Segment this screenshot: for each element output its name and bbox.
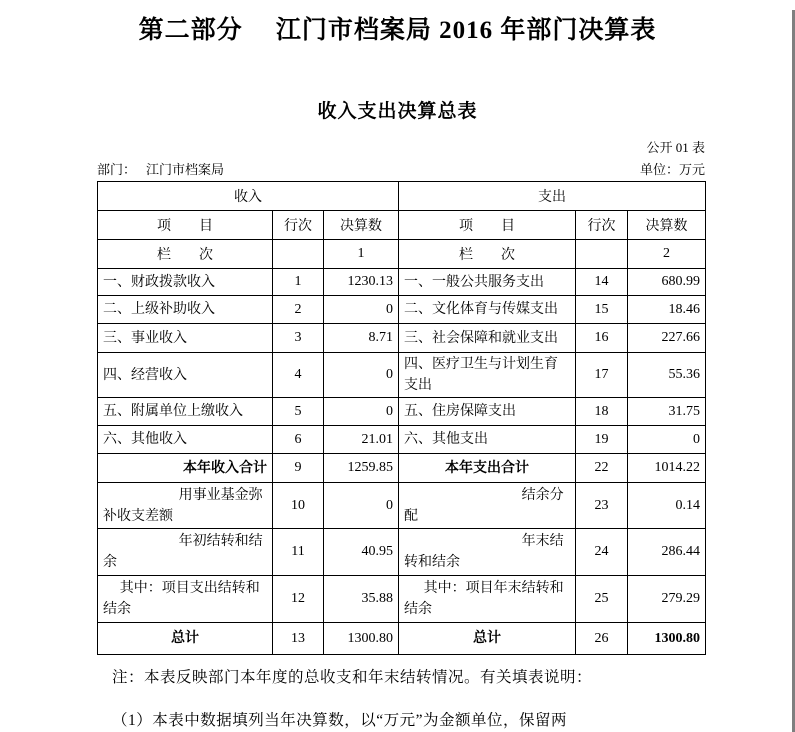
document-page	[0, 10, 795, 730]
expense-col-amount-header: 决算数	[628, 211, 706, 240]
income-item-label: 用事业基金弥补收支差额	[98, 483, 273, 529]
expense-item-label: 其中：项目年末结转和结余	[399, 576, 576, 623]
expense-amount: 1014.22	[628, 454, 706, 483]
income-line-no: 3	[273, 324, 324, 353]
income-amount: 1300.80	[324, 623, 399, 655]
income-item-label: 四、经营收入	[98, 353, 273, 398]
table-row	[98, 576, 706, 623]
expense-line-no: 14	[576, 269, 628, 296]
expense-amount: 680.99	[628, 269, 706, 296]
income-amount: 0	[324, 296, 399, 324]
income-col-index: 1	[324, 240, 399, 269]
income-line-no: 9	[273, 454, 324, 483]
expense-line-no: 22	[576, 454, 628, 483]
note-line-2: （1）本表中数据填列当年决算数，以“万元”为金额单位，保留两	[112, 712, 568, 729]
income-col-amount-header: 决算数	[324, 211, 399, 240]
income-section-header: 收入	[98, 182, 399, 211]
income-col-line-header: 行次	[273, 211, 324, 240]
income-amount: 1259.85	[324, 454, 399, 483]
income-line-no: 11	[273, 529, 324, 576]
expense-item-label: 总计	[399, 623, 576, 655]
income-item-label: 三、事业收入	[98, 324, 273, 353]
expense-line-no: 24	[576, 529, 628, 576]
empty-cell	[576, 240, 628, 269]
income-amount: 1230.13	[324, 269, 399, 296]
expense-item-label: 本年支出合计	[399, 454, 576, 483]
expense-item-label: 年末结转和结余	[399, 529, 576, 576]
expense-line-no: 16	[576, 324, 628, 353]
expense-amount: 286.44	[628, 529, 706, 576]
expense-line-no: 15	[576, 296, 628, 324]
table-row	[98, 398, 706, 426]
expense-item-label: 五、住房保障支出	[399, 398, 576, 426]
expense-item-label: 三、社会保障和就业支出	[399, 324, 576, 353]
table-row	[98, 353, 706, 398]
table-row	[98, 324, 706, 353]
income-line-no: 6	[273, 426, 324, 454]
expense-col-index: 2	[628, 240, 706, 269]
expense-line-no: 19	[576, 426, 628, 454]
expense-item-label: 一、一般公共服务支出	[399, 269, 576, 296]
department-field	[97, 159, 224, 178]
column-header-row	[98, 211, 706, 240]
expense-item-label: 结余分配	[399, 483, 576, 529]
income-line-no: 4	[273, 353, 324, 398]
income-line-no: 12	[273, 576, 324, 623]
income-line-no: 2	[273, 296, 324, 324]
table-row	[98, 483, 706, 529]
table-row	[98, 623, 706, 655]
expense-line-no: 26	[576, 623, 628, 655]
table-row	[98, 296, 706, 324]
expense-col-item-header: 项 目	[399, 211, 576, 240]
note-line-1: 注：本表反映部门本年度的总收支和年末结转情况。有关填表说明：	[112, 669, 593, 686]
income-line-no: 5	[273, 398, 324, 426]
expense-amount: 279.29	[628, 576, 706, 623]
expense-col-line-header: 行次	[576, 211, 628, 240]
income-amount: 35.88	[324, 576, 399, 623]
expense-line-no: 18	[576, 398, 628, 426]
table-row	[98, 529, 706, 576]
expense-amount: 18.46	[628, 296, 706, 324]
income-line-no: 10	[273, 483, 324, 529]
meta-row	[97, 159, 705, 178]
income-item-label: 二、上级补助收入	[98, 296, 273, 324]
table-block	[97, 137, 705, 730]
expense-item-label: 二、文化体育与传媒支出	[399, 296, 576, 324]
expense-line-no: 23	[576, 483, 628, 529]
department-label: 部门：	[97, 162, 137, 177]
table-row	[98, 454, 706, 483]
table-title: 收入支出决算总表	[317, 101, 478, 122]
expense-item-label: 四、医疗卫生与计划生育支出	[399, 353, 576, 398]
table-row	[98, 269, 706, 296]
expense-amount: 227.66	[628, 324, 706, 353]
income-line-no: 1	[273, 269, 324, 296]
income-item-label: 本年收入合计	[98, 454, 273, 483]
income-item-label: 一、财政拨款收入	[98, 269, 273, 296]
income-amount: 0	[324, 483, 399, 529]
expense-line-no: 25	[576, 576, 628, 623]
expense-amount: 31.75	[628, 398, 706, 426]
income-amount: 21.01	[324, 426, 399, 454]
income-item-label: 年初结转和结余	[98, 529, 273, 576]
expense-section-header: 支出	[399, 182, 706, 211]
empty-cell	[273, 240, 324, 269]
unit-label: 单位：万元	[639, 162, 705, 177]
expense-amount: 1300.80	[628, 623, 706, 655]
expense-line-no: 17	[576, 353, 628, 398]
income-col-item-header: 项 目	[98, 211, 273, 240]
expense-amount: 55.36	[628, 353, 706, 398]
expense-lanci-label: 栏 次	[399, 240, 576, 269]
table-row	[98, 426, 706, 454]
income-lanci-label: 栏 次	[98, 240, 273, 269]
page-title: 第二部分 江门市档案局 2016 年部门决算表	[138, 17, 657, 44]
expense-amount: 0	[628, 426, 706, 454]
income-amount: 40.95	[324, 529, 399, 576]
income-item-label: 六、其他收入	[98, 426, 273, 454]
income-amount: 8.71	[324, 324, 399, 353]
expense-amount: 0.14	[628, 483, 706, 529]
income-item-label: 总计	[98, 623, 273, 655]
income-item-label: 其中：项目支出结转和结余	[98, 576, 273, 623]
column-index-row	[98, 240, 706, 269]
income-expense-table	[97, 181, 706, 655]
table-code: 公开 01 表	[646, 140, 705, 155]
income-amount: 0	[324, 353, 399, 398]
income-amount: 0	[324, 398, 399, 426]
income-line-no: 13	[273, 623, 324, 655]
income-item-label: 五、附属单位上缴收入	[98, 398, 273, 426]
expense-item-label: 六、其他支出	[399, 426, 576, 454]
section-header-row	[98, 182, 706, 211]
department-name: 江门市档案局	[146, 162, 225, 177]
